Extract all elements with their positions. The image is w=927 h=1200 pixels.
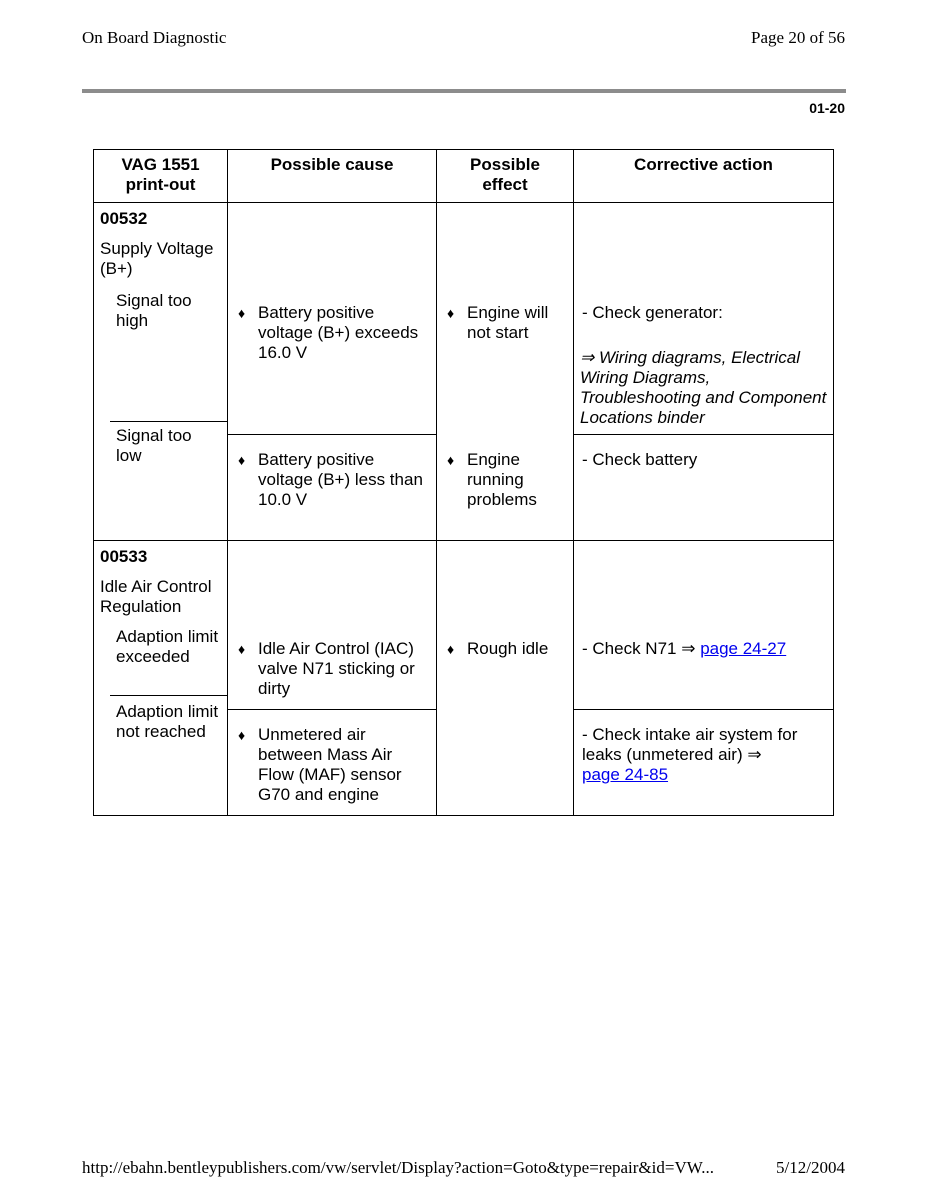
page-24-27-link[interactable]: page 24-27 xyxy=(700,639,787,658)
action-text xyxy=(574,725,833,785)
header-divider xyxy=(82,89,846,93)
bullet-icon: ♦ xyxy=(238,641,246,657)
cause-cell xyxy=(228,710,437,816)
bullet-icon: ♦ xyxy=(238,727,246,743)
cause-cell xyxy=(228,541,437,710)
action-text-prefix: - Check N71 ⇒ xyxy=(582,639,696,658)
cause-cell xyxy=(228,435,437,541)
fault-cell-00533 xyxy=(94,541,228,816)
table-row xyxy=(94,541,834,710)
action-text: - Check generator: xyxy=(582,303,723,322)
table-header-row xyxy=(94,150,834,203)
bullet-icon: ♦ xyxy=(447,641,455,657)
fault-description: Supply Voltage (B+) xyxy=(100,239,214,278)
table-row xyxy=(94,203,834,435)
footer-date: 5/12/2004 xyxy=(776,1158,845,1177)
footer-url: http://ebahn.bentleypublishers.com/vw/servlet/Display?action=Goto&type=repair&id=VW... xyxy=(82,1158,714,1177)
fault-condition: Signal too low xyxy=(116,426,192,465)
col-header-action: Corrective action xyxy=(574,150,834,203)
action-text: - Check battery xyxy=(582,450,698,469)
fault-description: Idle Air Control Regulation xyxy=(100,577,212,616)
effect-cell xyxy=(437,203,574,541)
fault-condition: Signal too high xyxy=(110,291,227,422)
fault-code: 00533 xyxy=(100,547,148,566)
document-title: On Board Diagnostic xyxy=(82,28,227,47)
cause-text: Battery positive voltage (B+) exceeds 16.0 V xyxy=(258,303,419,362)
action-reference: ⇒ Wiring diagrams, Electrical Wiring Diagrams, Troubleshooting and Component Locations binder xyxy=(580,348,827,427)
action-cell xyxy=(574,710,834,816)
col-header-effect-text: Possible effect xyxy=(470,155,540,194)
bullet-icon: ♦ xyxy=(447,452,455,468)
bullet-icon: ♦ xyxy=(238,452,246,468)
section-code: 01-20 xyxy=(809,100,845,116)
fault-condition: Adaption limit not reached xyxy=(116,702,219,741)
action-cell xyxy=(574,541,834,710)
bullet-icon: ♦ xyxy=(447,305,455,321)
page-24-85-link[interactable]: page 24-85 xyxy=(582,765,669,784)
col-header-cause: Possible cause xyxy=(228,150,437,203)
fault-condition: Adaption limit exceeded xyxy=(110,627,227,696)
cause-text: Battery positive voltage (B+) less than 10.0 V xyxy=(258,450,423,509)
effect-cell xyxy=(437,541,574,816)
action-text xyxy=(574,639,833,659)
cause-text: Unmetered air between Mass Air Flow (MAF) sensor G70 and engine xyxy=(258,725,402,804)
action-cell xyxy=(574,435,834,541)
effect-text: Engine running problems xyxy=(467,450,537,509)
fault-cell-00532 xyxy=(94,203,228,541)
cause-cell xyxy=(228,203,437,435)
page-number: Page 20 of 56 xyxy=(751,28,845,47)
col-header-effect xyxy=(437,150,574,203)
fault-code: 00532 xyxy=(100,209,148,228)
action-cell xyxy=(574,203,834,435)
col-header-printout: VAG 1551 print-out xyxy=(94,150,228,203)
action-text-prefix: - Check intake air system for leaks (unmetered air) ⇒ xyxy=(582,725,798,764)
effect-text: Rough idle xyxy=(467,639,549,658)
bullet-icon: ♦ xyxy=(238,305,246,321)
effect-text: Engine will not start xyxy=(467,303,549,342)
cause-text: Idle Air Control (IAC) valve N71 sticking or dirty xyxy=(258,639,415,698)
diagnostic-table xyxy=(93,149,834,816)
